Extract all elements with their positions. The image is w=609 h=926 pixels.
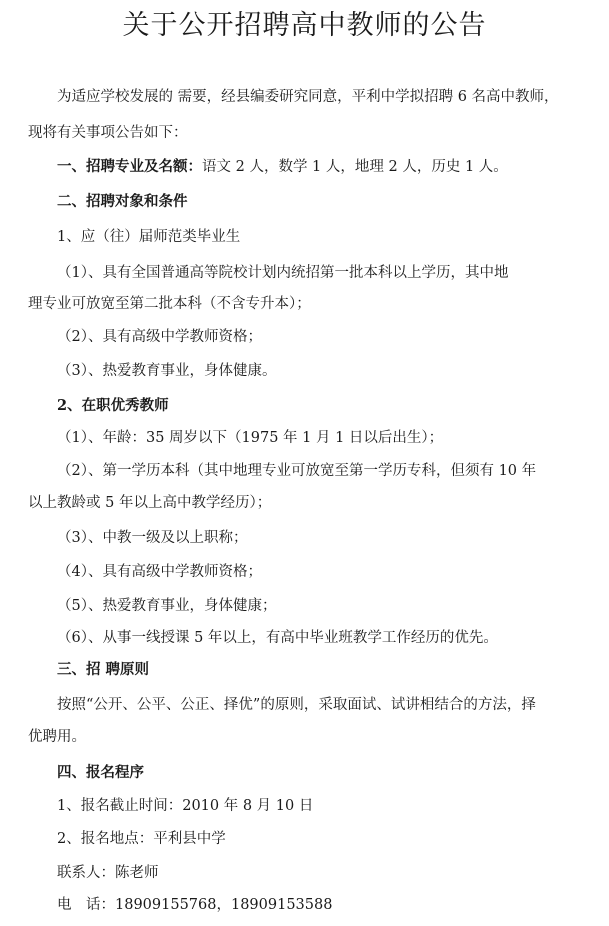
group-1-item-3: （3）、热爱教育事业，身体健康。: [57, 363, 277, 379]
group-2-item-1: （1）、年龄：35 周岁以下（1975 年 1 月 1 日以后出生）；: [57, 430, 444, 446]
section-1-content: 语文 2 人，数学 1 人，地理 2 人，历史 1 人。: [202, 159, 508, 175]
section-1-line: [57, 157, 508, 177]
section-3-line-1: 按照“公开、公平、公正、择优”的原则，采取面试、试讲相结合的方法，择: [57, 697, 536, 713]
group-1-item-1a: （1）、具有全国普通高等院校计划内统招第一批本科以上学历，其中地: [57, 265, 509, 281]
group-2-heading: 2、在职优秀教师: [57, 397, 169, 414]
intro-line-1: 为适应学校发展的 需要，经县编委研究同意，平利中学拟招聘 6 名高中教师，: [57, 89, 559, 105]
group-1-item-2: （2）、具有高级中学教师资格；: [57, 329, 262, 345]
registration-deadline: 1、报名截止时间：2010 年 8 月 10 日: [57, 798, 314, 814]
group-2-item-6: （6）、从事一线授课 5 年以上，有高中毕业班教学工作经历的优先。: [57, 630, 498, 646]
section-3-line-2: 优聘用。: [28, 729, 86, 745]
group-2-item-2a: （2）、第一学历本科（其中地理专业可放宽至第一学历专科，但须有 10 年: [57, 463, 537, 479]
group-2-item-5: （5）、热爱教育事业，身体健康；: [57, 598, 277, 614]
group-2-item-4: （4）、具有高级中学教师资格；: [57, 564, 262, 580]
phone-numbers: 18909155768，18909153588: [115, 897, 333, 913]
intro-line-2: 现将有关事项公告如下：: [28, 125, 188, 141]
section-3-heading: 三、招 聘原则: [57, 661, 150, 678]
group-1-item-1b: 理专业可放宽至第二批本科（不含专升本）；: [28, 296, 311, 312]
contact-phone: [57, 895, 332, 915]
group-2-item-2b: 以上教龄或 5 年以上高中教学经历）；: [28, 495, 272, 511]
registration-location: 2、报名地点：平利县中学: [57, 831, 226, 847]
group-2-item-3: （3）、中教一级及以上职称；: [57, 530, 248, 546]
phone-label: 电 话：: [57, 897, 115, 913]
notice-title: 关于公开招聘高中教师的公告: [122, 10, 487, 41]
contact-person: 联系人：陈老师: [57, 865, 159, 881]
section-4-heading: 四、报名程序: [57, 764, 144, 781]
section-1-heading: 一、招聘专业及名额：: [57, 158, 202, 175]
section-2-heading: 二、招聘对象和条件: [57, 193, 188, 210]
group-1-heading: 1、应（往）届师范类毕业生: [57, 229, 241, 245]
